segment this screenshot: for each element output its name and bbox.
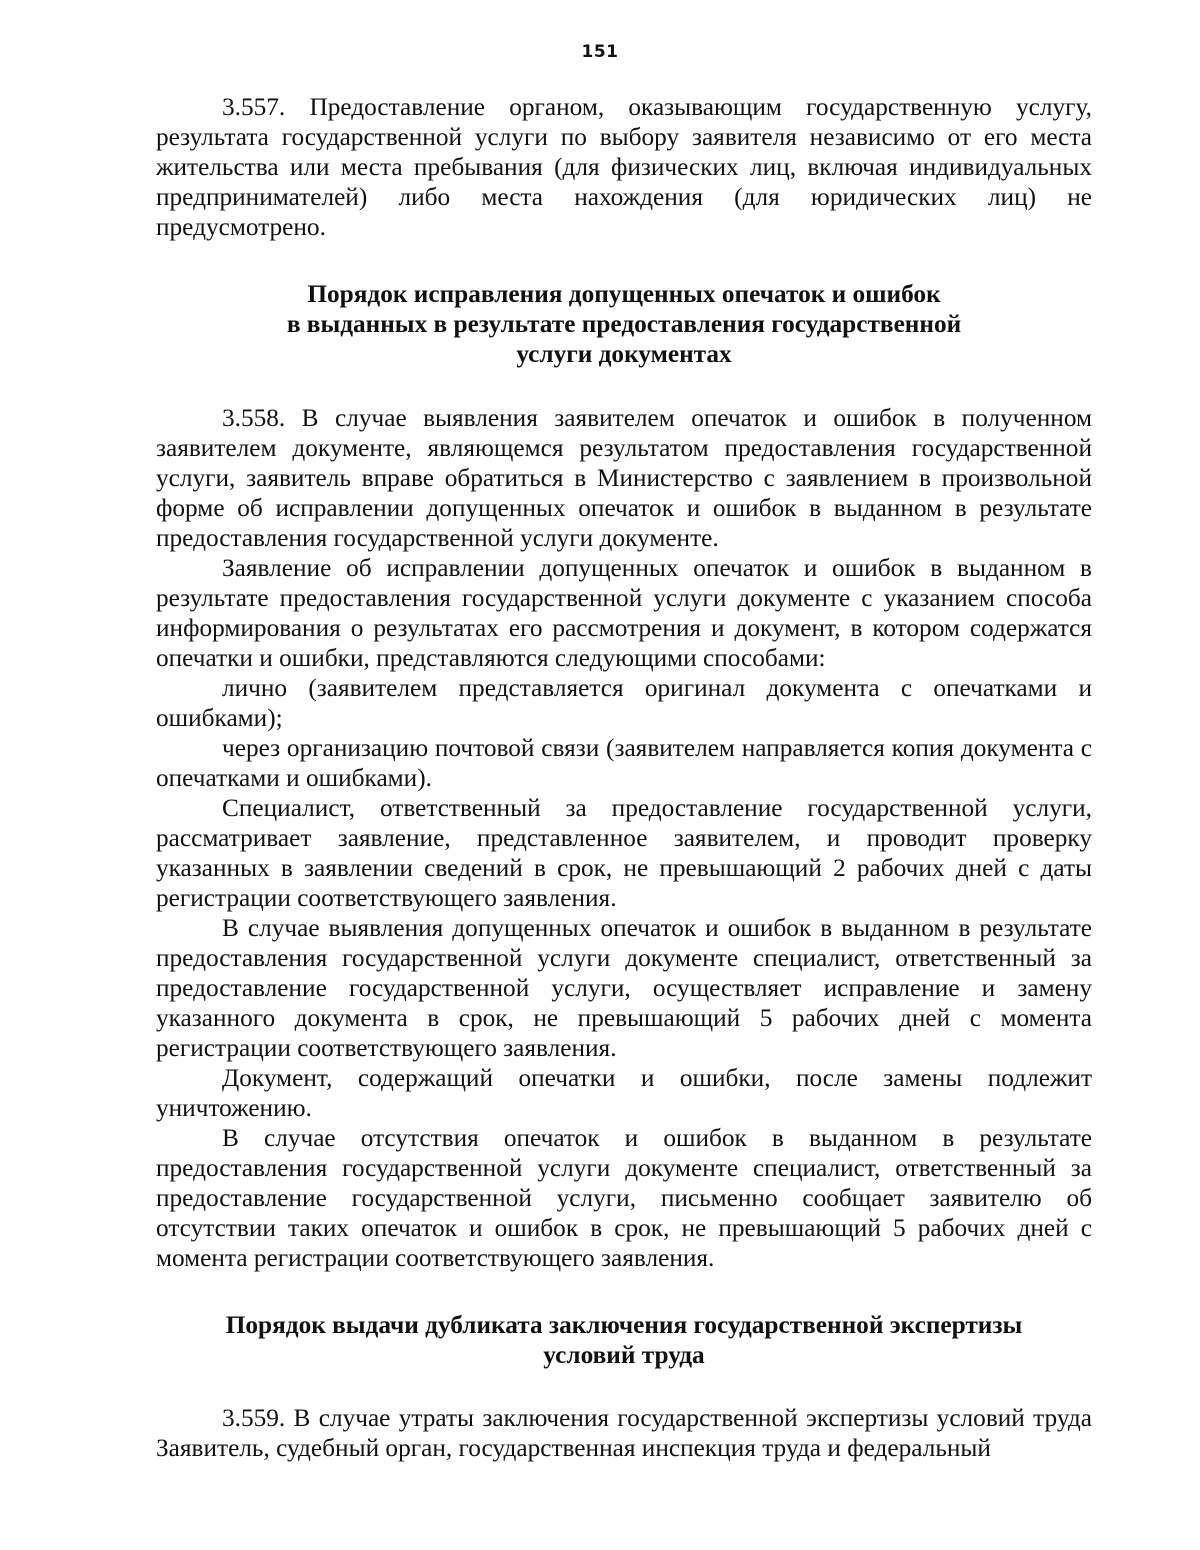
section-heading-duplicate bbox=[156, 1310, 1092, 1370]
spacer bbox=[156, 242, 1092, 279]
paragraph-3-557: 3.557. Предоставление органом, оказывающим государственную услугу, результата государственной услуги по выбору заявителя независимо от его места жительства или места пребывания (для физических лиц, включая индивидуальных предпринимателей) либо места нахождения (для юридических лиц) не предусмотрено. bbox=[156, 93, 1092, 241]
heading-line: Порядок выдачи дубликата заключения государственной экспертизы bbox=[225, 1311, 1023, 1339]
heading-line: Порядок исправления допущенных опечаток и ошибок bbox=[307, 280, 941, 308]
page-number: 151 bbox=[581, 42, 619, 62]
document-body bbox=[156, 92, 1092, 1463]
spacer bbox=[156, 1273, 1092, 1310]
spacer bbox=[156, 1370, 1092, 1403]
section-heading-corrections bbox=[156, 279, 1092, 369]
heading-line: в выданных в результате предоставления государственной bbox=[286, 310, 962, 338]
paragraph-specialist-review: Специалист, ответственный за предоставление государственной услуги, рассматривает заявление, представленное заявителем, и проводит проверку указанных в заявлении сведений в срок, не превышающий 2 рабочих дней с даты регистрации соответствующего заявления. bbox=[156, 794, 1092, 912]
paragraph-application-methods: Заявление об исправлении допущенных опечаток и ошибок в выданном в результате предоставления государственной услуги документе с указанием способа информирования о результатах его рассмотрения и документ, в котором содержатся опечатки и ошибки, представляются следующими способами: bbox=[156, 554, 1092, 672]
paragraph-correction-replacement: В случае выявления допущенных опечаток и ошибок в выданном в результате предоставления государственной услуги документе специалист, ответственный за предоставление государственной услуги, осуществляет исправление и замену указанного документа в срок, не превышающий 5 рабочих дней с момента регистрации соответствующего заявления. bbox=[156, 914, 1092, 1062]
paragraph-no-errors: В случае отсутствия опечаток и ошибок в выданном в результате предоставления государственной услуги документе специалист, ответственный за предоставление государственной услуги, письменно сообщает заявителю об отсутствии таких опечаток и ошибок в срок, не превышающий 5 рабочих дней с момента регистрации соответствующего заявления. bbox=[156, 1124, 1092, 1272]
paragraph-3-559: 3.559. В случае утраты заключения государственной экспертизы условий труда Заявитель, судебный орган, государственная инспекция труда и федеральный bbox=[156, 1404, 1092, 1462]
heading-line: услуги документах bbox=[516, 340, 732, 368]
paragraph-by-post: через организацию почтовой связи (заявителем направляется копия документа с опечатками и ошибками). bbox=[156, 734, 1092, 792]
paragraph-destruction: Документ, содержащий опечатки и ошибки, после замены подлежит уничтожению. bbox=[156, 1064, 1092, 1122]
heading-line: условий труда bbox=[543, 1341, 705, 1369]
paragraph-3-558: 3.558. В случае выявления заявителем опечаток и ошибок в полученном заявителем документе, являющемся результатом предоставления государственной услуги, заявитель вправе обратиться в Министерство с заявлением в произвольной форме об исправлении допущенных опечаток и ошибок в выданном в результате предоставления государственной услуги документе. bbox=[156, 404, 1092, 552]
spacer bbox=[156, 369, 1092, 403]
paragraph-in-person: лично (заявителем представляется оригинал документа с опечатками и ошибками); bbox=[156, 674, 1092, 732]
